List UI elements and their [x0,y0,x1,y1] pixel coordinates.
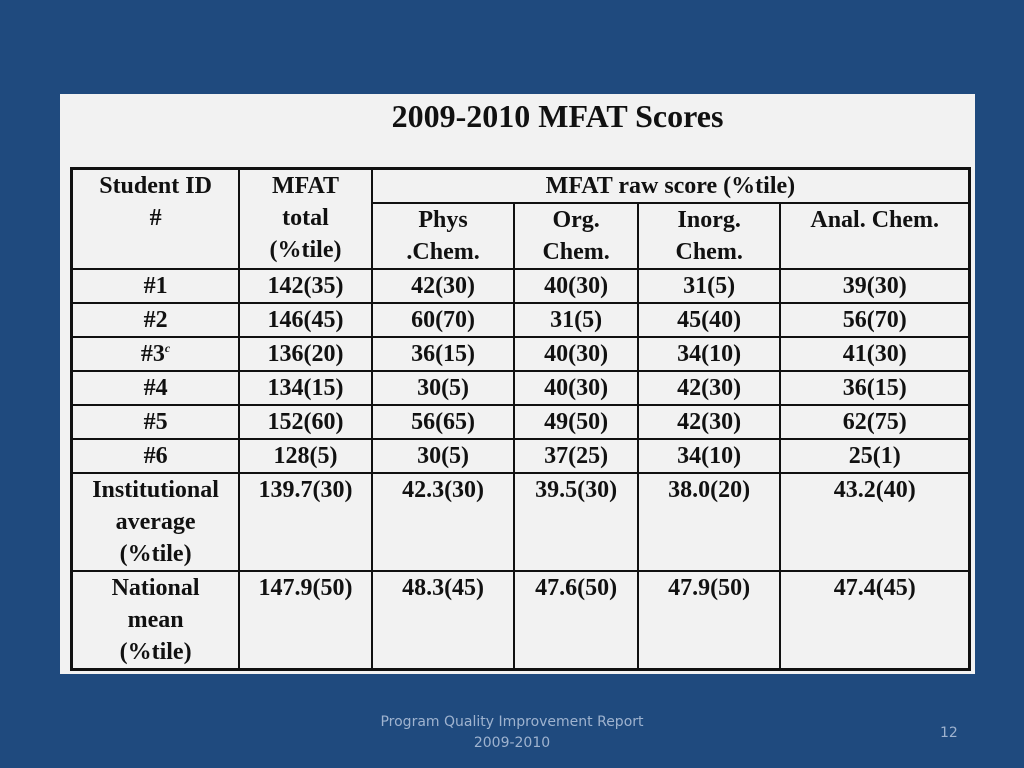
phys-cell: 42(30) [372,269,514,303]
inorg-cell: 34(10) [638,337,780,371]
table-row [72,405,970,439]
phys-cell: 42.3(30) [372,473,514,571]
total-cell: 147.9(50) [239,571,372,670]
row-label-text: average [115,509,196,535]
scores-table [70,167,971,671]
total-cell: 152(60) [239,405,372,439]
row-label-text: mean [127,607,184,633]
student-id-cell: #5 [72,405,240,439]
anal-cell: 25(1) [780,439,969,473]
slide-title-text: 2009-2010 MFAT Scores [391,98,724,134]
header-phys-chem [372,203,514,269]
header-text: Student ID [99,173,212,199]
table-row [72,371,970,405]
phys-cell: 48.3(45) [372,571,514,670]
footer-title: Program Quality Improvement Report [380,714,644,730]
anal-cell: 56(70) [780,303,969,337]
institutional-label [72,473,240,571]
inorg-cell: 38.0(20) [638,473,780,571]
header-row-1 [72,169,970,204]
total-cell: 128(5) [239,439,372,473]
student-id-cell: #6 [72,439,240,473]
header-raw-score: MFAT raw score (%tile) [372,169,970,204]
student-id-text: #3 [140,341,165,367]
row-label-text: (%tile) [119,541,192,567]
footer-year: 2009-2010 [473,735,551,751]
header-text: # [149,205,162,231]
national-mean-row [72,571,970,670]
inorg-cell: 45(40) [638,303,780,337]
total-cell: 146(45) [239,303,372,337]
header-student-id [72,169,240,270]
anal-cell: 47.4(45) [780,571,969,670]
org-cell: 37(25) [514,439,638,473]
inorg-cell: 34(10) [638,439,780,473]
total-cell: 139.7(30) [239,473,372,571]
anal-cell: 43.2(40) [780,473,969,571]
anal-cell: 39(30) [780,269,969,303]
table-row [72,303,970,337]
institutional-average-row [72,473,970,571]
table-row [72,269,970,303]
header-text: Phys [418,207,468,233]
inorg-cell: 42(30) [638,405,780,439]
page-number: 12 [940,725,958,741]
org-cell: 47.6(50) [514,571,638,670]
header-text: Chem. [675,239,743,265]
phys-cell: 36(15) [372,337,514,371]
anal-cell: 36(15) [780,371,969,405]
total-cell: 136(20) [239,337,372,371]
header-text: MFAT [271,173,340,199]
header-text: (%tile) [269,237,342,263]
inorg-cell: 31(5) [638,269,780,303]
student-id-cell: #4 [72,371,240,405]
phys-cell: 30(5) [372,439,514,473]
table-row [72,439,970,473]
content-panel [60,94,975,674]
inorg-cell: 42(30) [638,371,780,405]
org-cell: 39.5(30) [514,473,638,571]
slide-title [60,94,975,138]
total-cell: 134(15) [239,371,372,405]
row-label-text: (%tile) [119,639,192,665]
org-cell: 40(30) [514,371,638,405]
phys-cell: 56(65) [372,405,514,439]
anal-cell: 62(75) [780,405,969,439]
header-text: total [282,205,329,231]
phys-cell: 30(5) [372,371,514,405]
org-cell: 40(30) [514,269,638,303]
student-id-cell: #1 [72,269,240,303]
footnote-marker: c [164,341,171,355]
org-cell: 40(30) [514,337,638,371]
header-text: Org. [552,207,600,233]
header-text: .Chem. [406,239,480,265]
org-cell: 49(50) [514,405,638,439]
student-id-cell [72,337,240,371]
header-text: Chem. [542,239,610,265]
anal-cell: 41(30) [780,337,969,371]
inorg-cell: 47.9(50) [638,571,780,670]
header-text: Inorg. [677,207,741,233]
national-label [72,571,240,670]
org-cell: 31(5) [514,303,638,337]
table-row [72,337,970,371]
phys-cell: 60(70) [372,303,514,337]
row-label-text: Institutional [92,477,219,503]
header-inorg-chem [638,203,780,269]
footer [0,712,1024,754]
header-org-chem [514,203,638,269]
header-mfat-total [239,169,372,270]
student-id-cell: #2 [72,303,240,337]
header-anal-chem: Anal. Chem. [780,203,969,269]
total-cell: 142(35) [239,269,372,303]
row-label-text: National [111,575,200,601]
